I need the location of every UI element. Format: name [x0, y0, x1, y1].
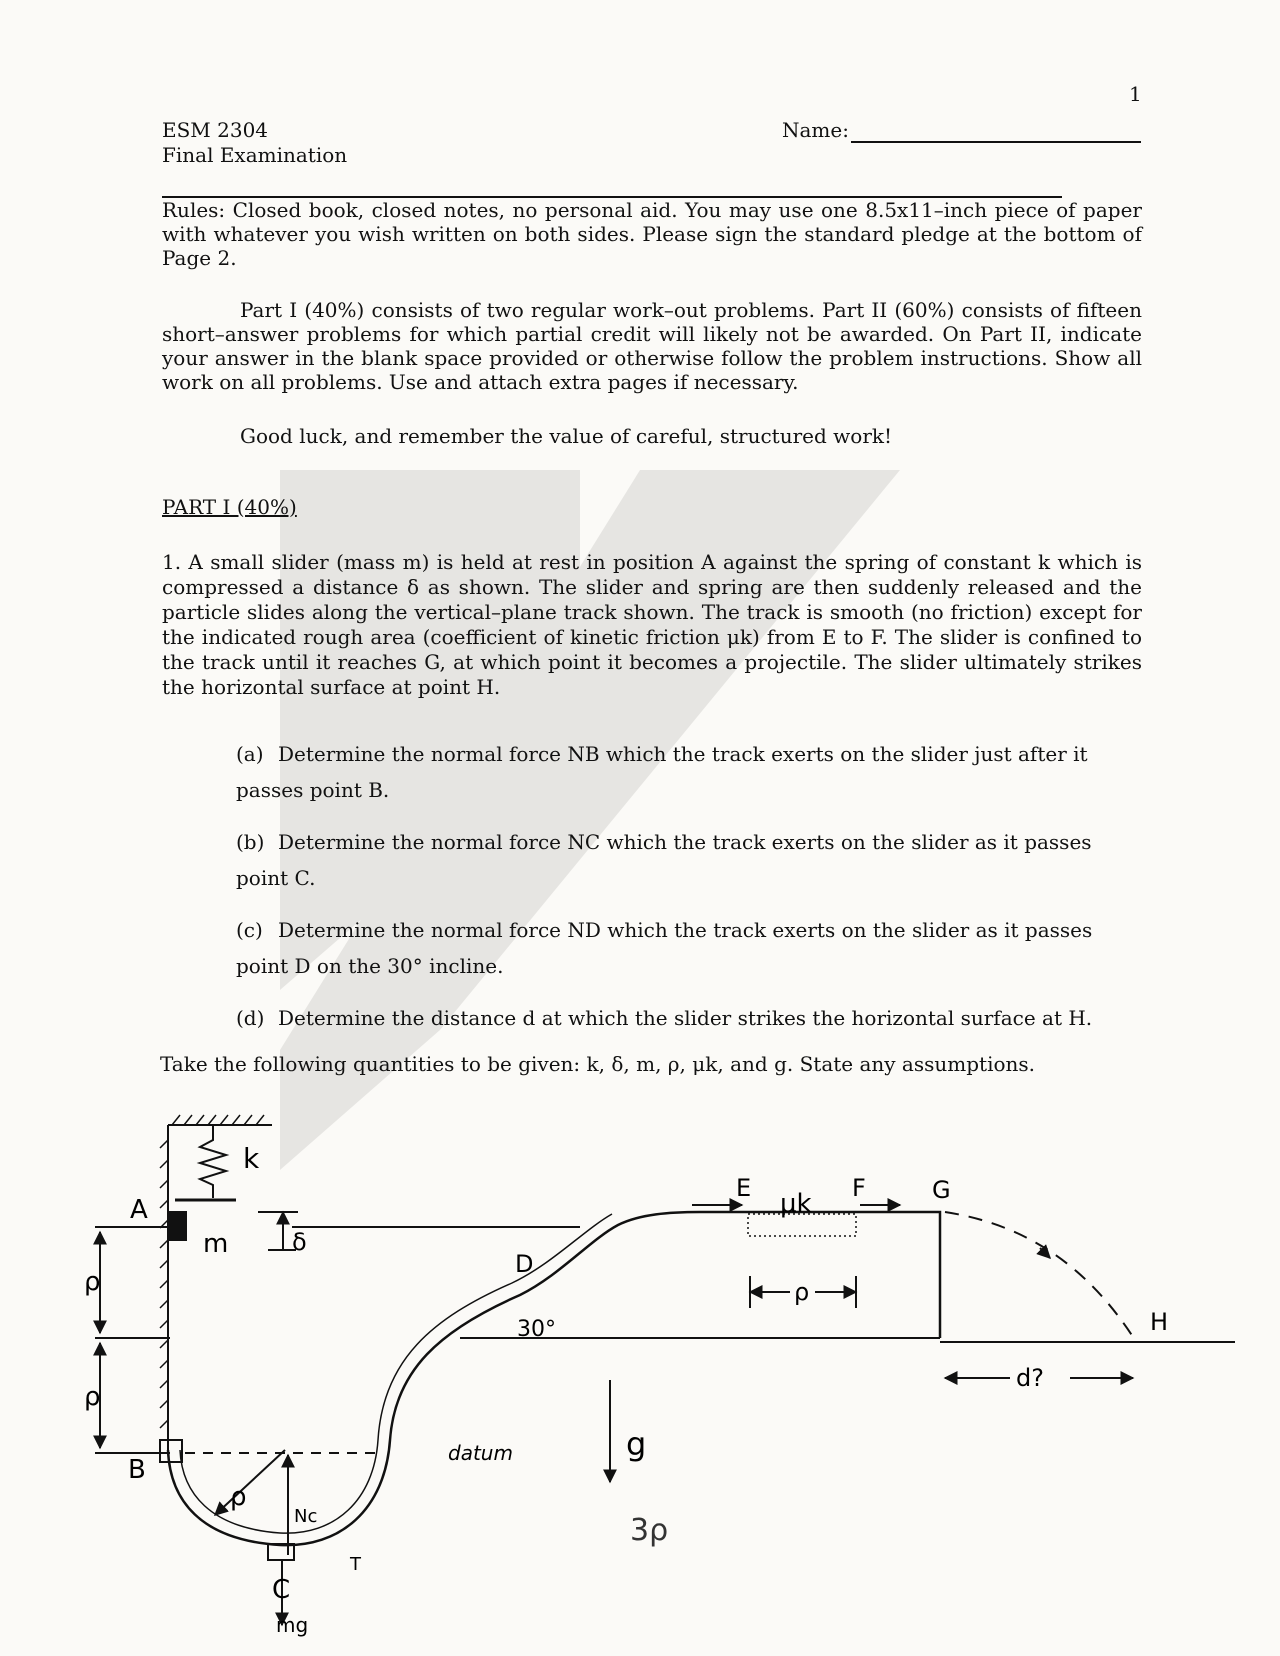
problem1-text: 1. A small slider (mass m) is held at rest in position A against the spring of constant k which is compressed a distance δ as shown. The slider and spring are then suddenly released and the particle slides along the vertical–plane track shown. The track is smooth (no friction) except for the indicated rough area (coefficient of kinetic friction μk) from E to F. The slider is confined to the track until it reaches G, at which point it becomes a projectile. The slider ultimately strikes the horizontal surface at point H.	[162, 550, 1142, 699]
label-mu-k: μk	[780, 1189, 812, 1219]
exam-title: Final Examination	[162, 143, 348, 167]
question-label: (a)	[236, 742, 264, 766]
handwritten-datum: datum	[448, 1441, 513, 1465]
label-k: k	[243, 1142, 260, 1175]
ceiling-hatch	[172, 1115, 264, 1125]
projectile-path	[945, 1212, 1135, 1340]
label-h: H	[1150, 1308, 1169, 1336]
label-d-point: D	[515, 1250, 534, 1278]
label-b: B	[128, 1455, 146, 1485]
label-d-distance: d?	[1016, 1364, 1044, 1392]
label-rho-radius: ρ	[230, 1482, 247, 1512]
good-luck-text: Good luck, and remember the value of careful, structured work!	[240, 424, 893, 448]
given-quantities: Take the following quantities to be given: k, δ, m, ρ, μk, and g. State any assumptions.	[160, 1052, 1036, 1076]
wall-hatch	[160, 1140, 168, 1428]
page-number: 1	[1129, 82, 1142, 106]
question-text: Determine the distance d at which the slider strikes the horizontal surface at H.	[278, 1006, 1093, 1030]
label-rho-ef: ρ	[794, 1278, 810, 1306]
label-e: E	[736, 1174, 752, 1202]
handwritten-note: 3ρ	[630, 1513, 669, 1548]
name-label: Name:	[782, 118, 849, 142]
label-gravity: g	[626, 1425, 647, 1463]
rules-paragraph: Rules: Closed book, closed notes, no personal aid. You may use one 8.5x11–inch piece of paper with whatever you wish written on both sides. Please sign the standard pledge at the bottom of Page 2.	[162, 198, 1142, 270]
track	[168, 1212, 940, 1545]
question-text: Determine the normal force NB which the track exerts on the slider just after it passes point B.	[236, 742, 1088, 802]
question-label: (c)	[236, 918, 263, 942]
parts-paragraph: Part I (40%) consists of two regular work–out problems. Part II (60%) consists of fifteen short–answer problems for which partial credit will likely not be awarded. On Part II, indicate your answer in the blank space provided or otherwise follow the problem instructions. Show all work on all problems. Use and attach extra pages if necessary.	[162, 298, 1142, 394]
label-a: A	[130, 1195, 148, 1225]
label-delta: δ	[292, 1228, 307, 1256]
course-code: ESM 2304	[162, 118, 269, 142]
spring	[200, 1125, 226, 1198]
label-rho-lower: ρ	[84, 1382, 101, 1412]
question-label: (d)	[236, 1006, 265, 1030]
handwritten-mg: mg	[276, 1613, 309, 1637]
handwritten-nc: Nc	[294, 1506, 318, 1527]
handwritten-t: T	[350, 1554, 361, 1575]
question-label: (b)	[236, 830, 265, 854]
question-text: Determine the normal force ND which the track exerts on the slider as it passes point D on the 30° incline.	[236, 918, 1093, 978]
part1-heading: PART I (40%)	[162, 495, 297, 519]
label-angle: 30°	[517, 1317, 556, 1342]
label-rho-upper: ρ	[84, 1267, 101, 1297]
label-f: F	[852, 1174, 866, 1202]
question-text: Determine the normal force NC which the track exerts on the slider as it passes point C.	[236, 830, 1092, 890]
slider-a	[170, 1212, 186, 1240]
label-c: C	[272, 1575, 291, 1605]
label-g-point: G	[932, 1176, 951, 1204]
label-m: m	[203, 1229, 229, 1259]
